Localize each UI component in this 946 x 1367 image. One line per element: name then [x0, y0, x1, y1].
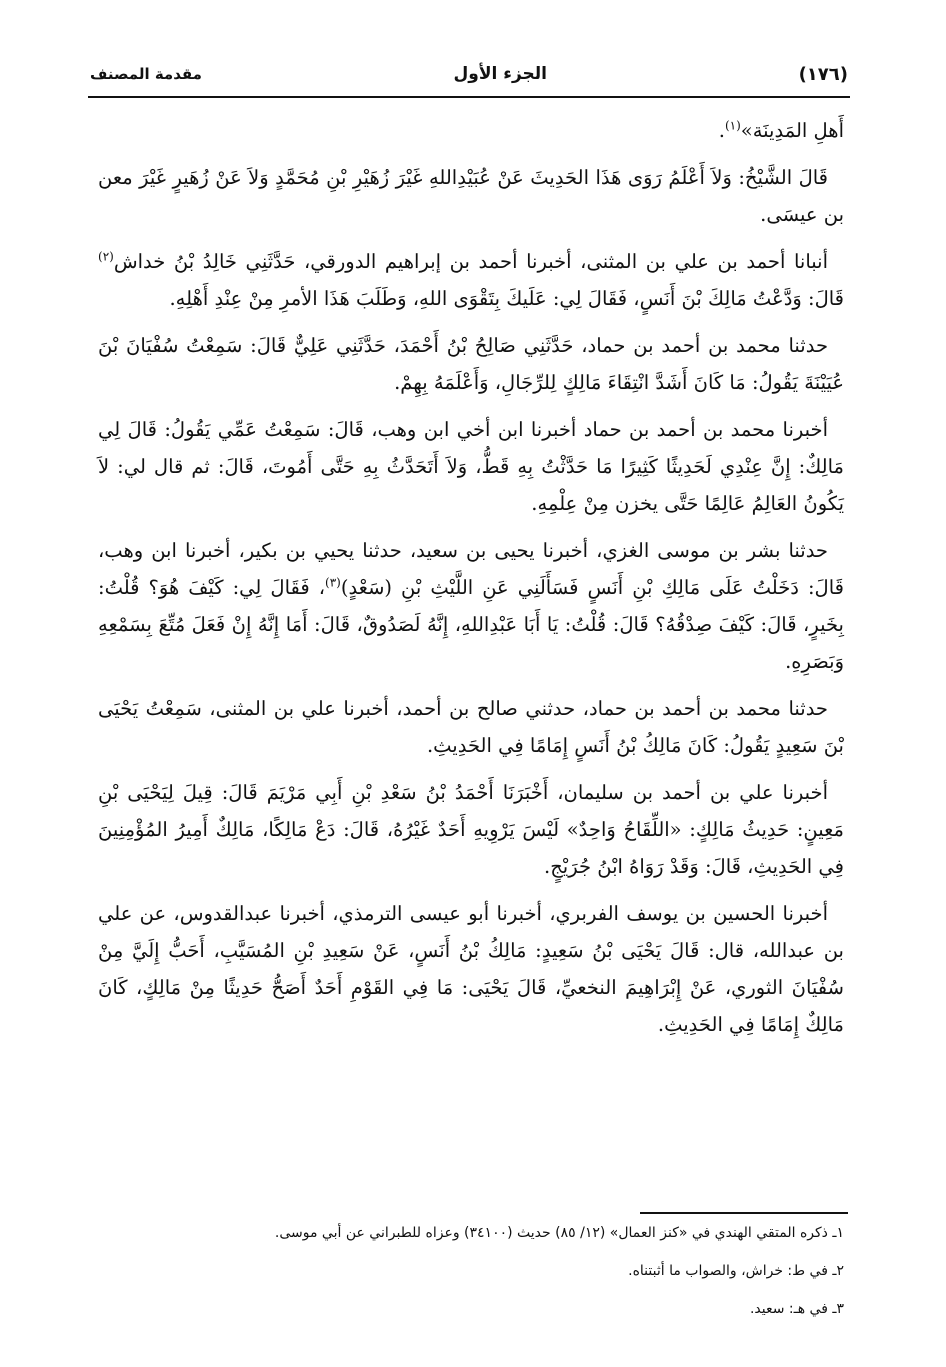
footnote: ٣ـ في هـ: سعيد. [749, 1301, 844, 1317]
main-text [98, 112, 844, 1053]
footnote: ٢ـ في ط: خراش، والصواب ما أثبتناه. [628, 1263, 844, 1279]
part-title: الجزء الأول [453, 64, 547, 84]
paragraph: قَالَ الشَّيْخُ: وَلاَ أَعْلَمُ رَوَى هَذَا الحَدِيثَ عَنْ عُبَيْدِاللهِ غَيْرَ زُهَيْرِ بْنِ مُحَمَّدٍ وَلاَ عَنْ زُهَيرٍ غَيْرَ معن بن عيسَى. [98, 166, 844, 226]
footnote-ref: (٣) [325, 575, 341, 590]
page-number: (١٧٦) [798, 63, 848, 85]
footnote-rule [640, 1212, 848, 1214]
section-title: مقدمة المصنف [90, 65, 202, 83]
footnote-ref: (١) [724, 118, 741, 133]
paragraph: أنبانا أحمد بن علي بن المثنى، أخبرنا أحمد بن إبراهيم الدورقي، حَدَّثَنِي خَالِدُ بْنُ خداش$^{(٢)}$ قَالَ: وَدَّعْتُ مَالِكَ بْنَ أَنَسٍ، فَقَالَ لِي: عَلَيكَ بِتَقْوَى اللهِ، وَطَلَبَ هَذَا الأمرِ مِنْ عِنْدِ أَهْلِهِ. [98, 249, 844, 310]
paragraph: حدثنا محمد بن أحمد بن حماد، حَدَّثَنِي صَالِحُ بْنُ أَحْمَدَ، حَدَّثَنِي عَلِيٌّ قَالَ: سَمِعْتُ سُفْيَانَ بْنَ عُيَيْنَةَ يَقُولُ: مَا كَانَ أَشَدَّ انْتِقَاءَ مَالِكٍ لِلرِّجَالِ، وَأَعْلَمَهُ بِهِمْ. [98, 334, 844, 394]
footnotes [110, 1222, 844, 1336]
paragraph: أخبرنا الحسين بن يوسف الفربري، أخبرنا أبو عيسى الترمذي، أخبرنا عبدالقدوس، عن علي بن عبدالله، قال: قَالَ يَحْيَى بْنُ سَعِيدٍ: مَالِكُ بْنُ أَنَسٍ، عَنْ سَعِيدِ بْنِ المُسَيَّبِ، أَحَبُّ إِلَيَّ مِنْ سُفْيَانَ الثوري، عَنْ إِبْرَاهِيمَ النخعيِّ، قَالَ يَحْيَى: مَا فِي القَوْمِ أَحَدٌ أَصَحُّ حَدِيثًا مِنْ مَالِكٍ، كَانَ مَالِكٌ إِمَامًا فِي الحَدِيثِ. [98, 902, 844, 1036]
header-rule [88, 96, 850, 98]
footnote: ١ـ ذكره المتقي الهندي في «كنز العمال» (١٢/ ٨٥) حديث (٣٤١٠٠) وعزاه للطبراني عن أبي موسى. [274, 1225, 844, 1241]
paragraph: أخبرنا علي بن أحمد بن سليمان، أَخْبَرَنَا أَحْمَدُ بْنُ سَعْدِ بْنِ أَبِي مَرْيَمَ قَالَ: قِيلَ لِيَحْيَى بْنِ مَعِينٍ: حَدِيثُ مَالِكٍ: «اللِّقَاحُ وَاحِدٌ» لَيْسَ يَرْوِيهِ أَحَدٌ غَيْرُهُ، قَالَ: دَعْ مَالِكًا، مَالِكٌ أَمِيرُ المُؤْمِنِينَ فِي الحَدِيثِ، قَالَ: وَقَدْ رَوَاهُ ابْنُ جُرَيْجٍ. [98, 781, 844, 878]
paragraph: حدثنا محمد بن أحمد بن حماد، حدثني صالح بن أحمد، أخبرنا علي بن المثنى، سَمِعْتُ يَحْيَى بْنَ سَعِيدٍ يَقُولُ: كَانَ مَالِكُ بْنُ أَنَسٍ إِمَامًا فِي الحَدِيثِ. [98, 697, 844, 757]
footnote-ref: (٢) [98, 249, 114, 264]
paragraph: أَهلِ المَدِينَة»$^{(١)}$. [718, 118, 844, 142]
paragraph: حدثنا بشر بن موسى الغزي، أخبرنا يحيى بن سعيد، حدثنا يحيي بن بكير، أخبرنا ابن وهب، قَالَ: دَخَلْتُ عَلَى مَالِكِ بْنِ أَنَسٍ فَسَأَلَنِي عَنِ اللَّيْثِ بْنِ (سَعْدٍ)$^{(٣)}$، فَقَالَ لِي: كَيْفَ هُوَ؟ قُلْتُ: بِخَيرٍ، قَالَ: كَيْفَ صِدْقُهُ؟ قَالَ: قُلْتُ: يَا أَبَا عَبْدِاللهِ، إِنَّهُ لَصَدُوقٌ، قَالَ: أَمَا إِنَّهُ إِنْ فَعَلَ مُتِّعَ بِسَمْعِهِ وَبَصَرِهِ. [98, 539, 844, 673]
running-header [90, 56, 848, 92]
paragraph: أخبرنا محمد بن أحمد بن حماد أخبرنا ابن أخي ابن وهب، قَالَ: سَمِعْتُ عَمِّي يَقُولُ: قَالَ لِي مَالِكٌ: إِنَّ عِنْدِي لَحَدِيثًا كَثِيرًا مَا حَدَّثْتُ بِهِ قَطُّ، وَلاَ أَتَحَدَّثُ بِهِ حَتَّى أَمُوتَ، قَالَ: ثم قال لي: لاَ يَكُونُ العَالِمُ عَالِمًا حَتَّى يخزن مِنْ عِلْمِهِ. [98, 418, 844, 515]
